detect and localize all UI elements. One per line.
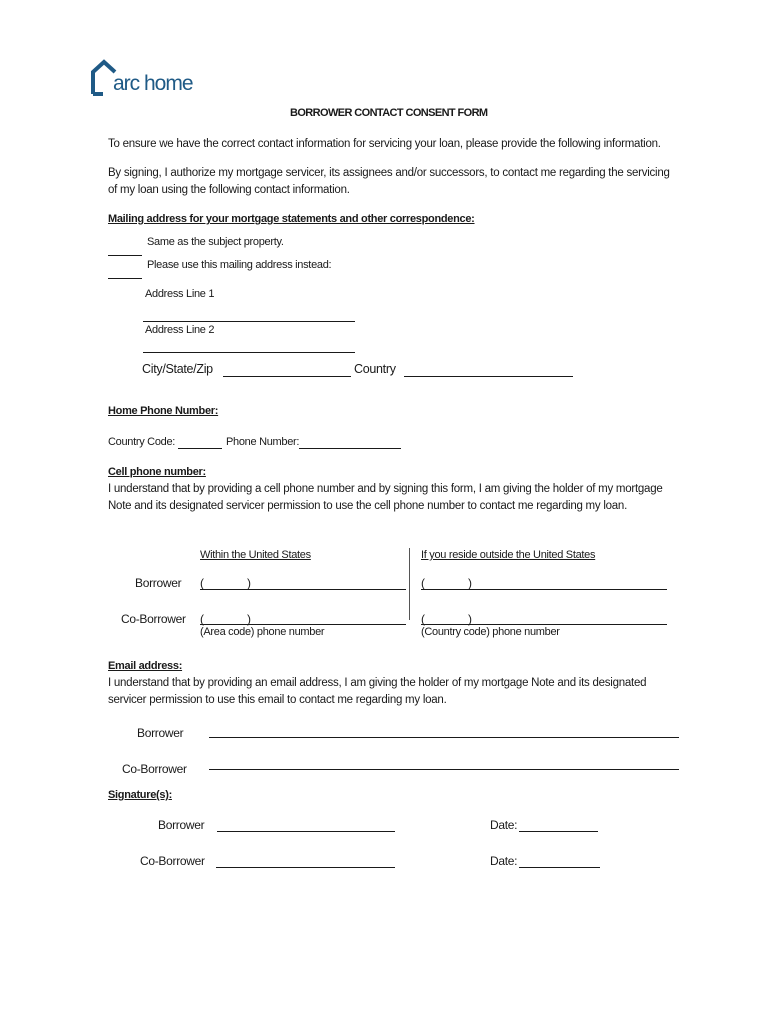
intro-text: To ensure we have the correct contact information for servicing your loan, please provide the following information. bbox=[108, 138, 661, 150]
signature-coborrower-date-field[interactable] bbox=[519, 867, 600, 868]
country-code-label: Country Code: bbox=[108, 436, 176, 448]
cell-borrower-us-field[interactable] bbox=[200, 589, 406, 590]
cell-coborrower-us-field[interactable] bbox=[200, 624, 406, 625]
city-state-zip-field[interactable] bbox=[223, 376, 351, 377]
cell-coborrower-intl-close-paren: ) bbox=[468, 612, 472, 626]
cell-phone-heading: Cell phone number: bbox=[108, 466, 206, 478]
area-code-note: (Area code) phone number bbox=[200, 626, 325, 638]
cell-borrower-label: Borrower bbox=[135, 576, 182, 590]
signature-borrower-date-label: Date: bbox=[490, 818, 518, 832]
column-divider bbox=[409, 548, 410, 620]
authorization-text: By signing, I authorize my mortgage servicer, its assignees and/or successors, to contact me regarding the servicing of my loan using the following contact information. bbox=[108, 167, 670, 196]
col-outside-us: If you reside outside the United States bbox=[421, 549, 596, 561]
phone-number-label: Phone Number: bbox=[226, 436, 300, 448]
email-consent: I understand that by providing an email address, I am giving the holder of my mortgage Note and its designated servicer permission to use this email to contact me regarding my loan. bbox=[108, 677, 647, 706]
form-title: BORROWER CONTACT CONSENT FORM bbox=[290, 107, 488, 119]
cell-coborrower-label: Co-Borrower bbox=[121, 612, 186, 626]
signature-coborrower-date-label: Date: bbox=[490, 854, 518, 868]
cell-borrower-us-open-paren: ( bbox=[200, 576, 204, 590]
logo bbox=[89, 58, 219, 98]
home-phone-heading: Home Phone Number: bbox=[108, 405, 219, 417]
use-mailing-address-checkbox[interactable] bbox=[108, 278, 142, 279]
cell-borrower-intl-field[interactable] bbox=[421, 589, 667, 590]
signature-borrower-date-field[interactable] bbox=[519, 831, 598, 832]
country-code-note: (Country code) phone number bbox=[421, 626, 560, 638]
signature-coborrower-field[interactable] bbox=[216, 867, 395, 868]
signatures-heading: Signature(s): bbox=[108, 789, 172, 801]
address-line-1-field[interactable] bbox=[143, 321, 355, 322]
same-as-property-label: Same as the subject property. bbox=[147, 236, 284, 248]
cell-coborrower-us-open-paren: ( bbox=[200, 612, 204, 626]
email-coborrower-label: Co-Borrower bbox=[122, 762, 187, 776]
col-within-us: Within the United States bbox=[200, 549, 311, 561]
use-mailing-address-label: Please use this mailing address instead: bbox=[147, 259, 332, 271]
logo-text: arc home bbox=[113, 72, 193, 95]
email-borrower-field[interactable] bbox=[209, 737, 679, 738]
phone-number-field[interactable] bbox=[299, 448, 401, 449]
address-line-1-label: Address Line 1 bbox=[145, 288, 215, 300]
signature-coborrower-label: Co-Borrower bbox=[140, 854, 205, 868]
signature-borrower-label: Borrower bbox=[158, 818, 205, 832]
signature-borrower-field[interactable] bbox=[217, 831, 395, 832]
email-coborrower-field[interactable] bbox=[209, 769, 679, 770]
cell-coborrower-us-close-paren: ) bbox=[247, 612, 251, 626]
cell-phone-consent: I understand that by providing a cell phone number and by signing this form, I am giving the holder of my mortgage Note and its designated servicer permission to use the cell phone number to contact me regarding my loan. bbox=[108, 483, 663, 512]
same-as-property-checkbox[interactable] bbox=[108, 255, 142, 256]
email-heading: Email address: bbox=[108, 660, 183, 672]
cell-coborrower-intl-field[interactable] bbox=[421, 624, 667, 625]
cell-borrower-intl-close-paren: ) bbox=[468, 576, 472, 590]
address-line-2-field[interactable] bbox=[143, 352, 355, 353]
cell-coborrower-intl-open-paren: ( bbox=[421, 612, 425, 626]
email-borrower-label: Borrower bbox=[137, 726, 184, 740]
address-line-2-label: Address Line 2 bbox=[145, 324, 215, 336]
mailing-heading: Mailing address for your mortgage statements and other correspondence: bbox=[108, 213, 475, 225]
country-field[interactable] bbox=[404, 376, 573, 377]
cell-borrower-intl-open-paren: ( bbox=[421, 576, 425, 590]
country-label: Country bbox=[354, 362, 396, 376]
country-code-field[interactable] bbox=[178, 448, 222, 449]
cell-borrower-us-close-paren: ) bbox=[247, 576, 251, 590]
city-state-zip-label: City/State/Zip bbox=[142, 362, 213, 376]
